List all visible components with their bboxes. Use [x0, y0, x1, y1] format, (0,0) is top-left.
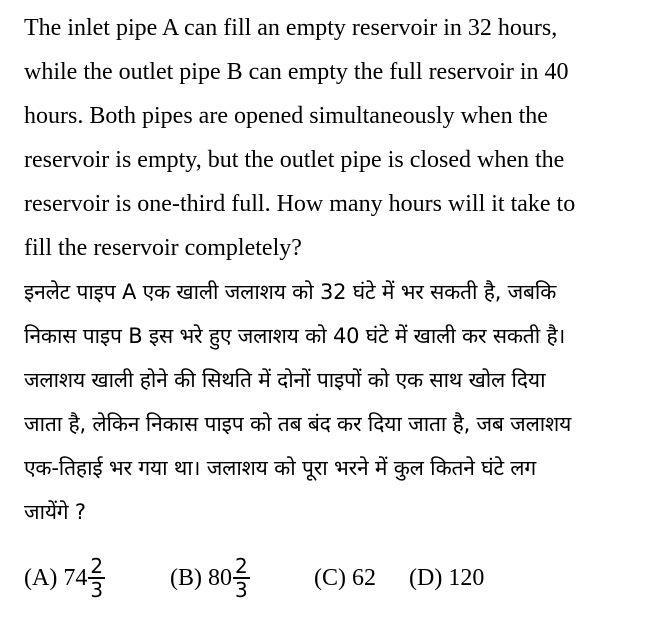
option-b	[170, 548, 250, 608]
answer-options	[24, 548, 656, 608]
question-hindi-line-5: एक-तिहाई भर गया था। जलाशय को पूरा भरने में कुल कितने घंटे लग	[24, 456, 536, 480]
question-hindi-line-4: जाता है, लेकिन निकास पाइप को तब बंद कर दिया जाता है, जब जलाशय	[24, 412, 572, 436]
question-english-line-5: reservoir is one-third full. How many hours will it take to	[24, 191, 576, 217]
question-english-line-1: The inlet pipe A can fill an empty reservoir in 32 hours,	[24, 15, 558, 41]
question-hindi-line-3: जलाशय खाली होने की सिथति में दोनों पाइपों को एक साथ खोल दिया	[24, 368, 546, 392]
option-b-label: (B) 80	[170, 564, 232, 591]
option-a	[24, 548, 105, 608]
option-a-numerator: 2	[90, 554, 104, 578]
question-hindi-line-1: इनलेट पाइप A एक खाली जलाशय को 32 घंटे में भर सकती है, जबकि	[24, 280, 557, 304]
question-english-line-2: while the outlet pipe B can empty the full reservoir in 40	[24, 59, 569, 85]
option-d-label: (D) 120	[409, 564, 485, 591]
option-b-denominator: 3	[235, 578, 248, 602]
question-hindi-line-6: जायेंगे ?	[24, 500, 86, 524]
question-hindi-line-2: निकास पाइप B इस भरे हुए जलाशय को 40 घंटे में खाली कर सकती है।	[24, 324, 566, 348]
option-c-label: (C) 62	[314, 564, 376, 591]
question-english-line-4: reservoir is empty, but the outlet pipe is closed when the	[24, 147, 565, 173]
question-block	[24, 6, 656, 534]
option-a-denominator: 3	[90, 578, 104, 602]
question-english-line-6: fill the reservoir completely?	[24, 235, 302, 261]
option-b-fraction	[233, 555, 250, 601]
question-english-line-3: hours. Both pipes are opened simultaneously when the	[24, 103, 548, 129]
option-a-label: (A) 74	[24, 564, 88, 591]
option-a-fraction	[88, 555, 105, 601]
option-d	[409, 548, 484, 608]
option-c	[314, 548, 376, 608]
option-b-numerator: 2	[235, 554, 248, 578]
